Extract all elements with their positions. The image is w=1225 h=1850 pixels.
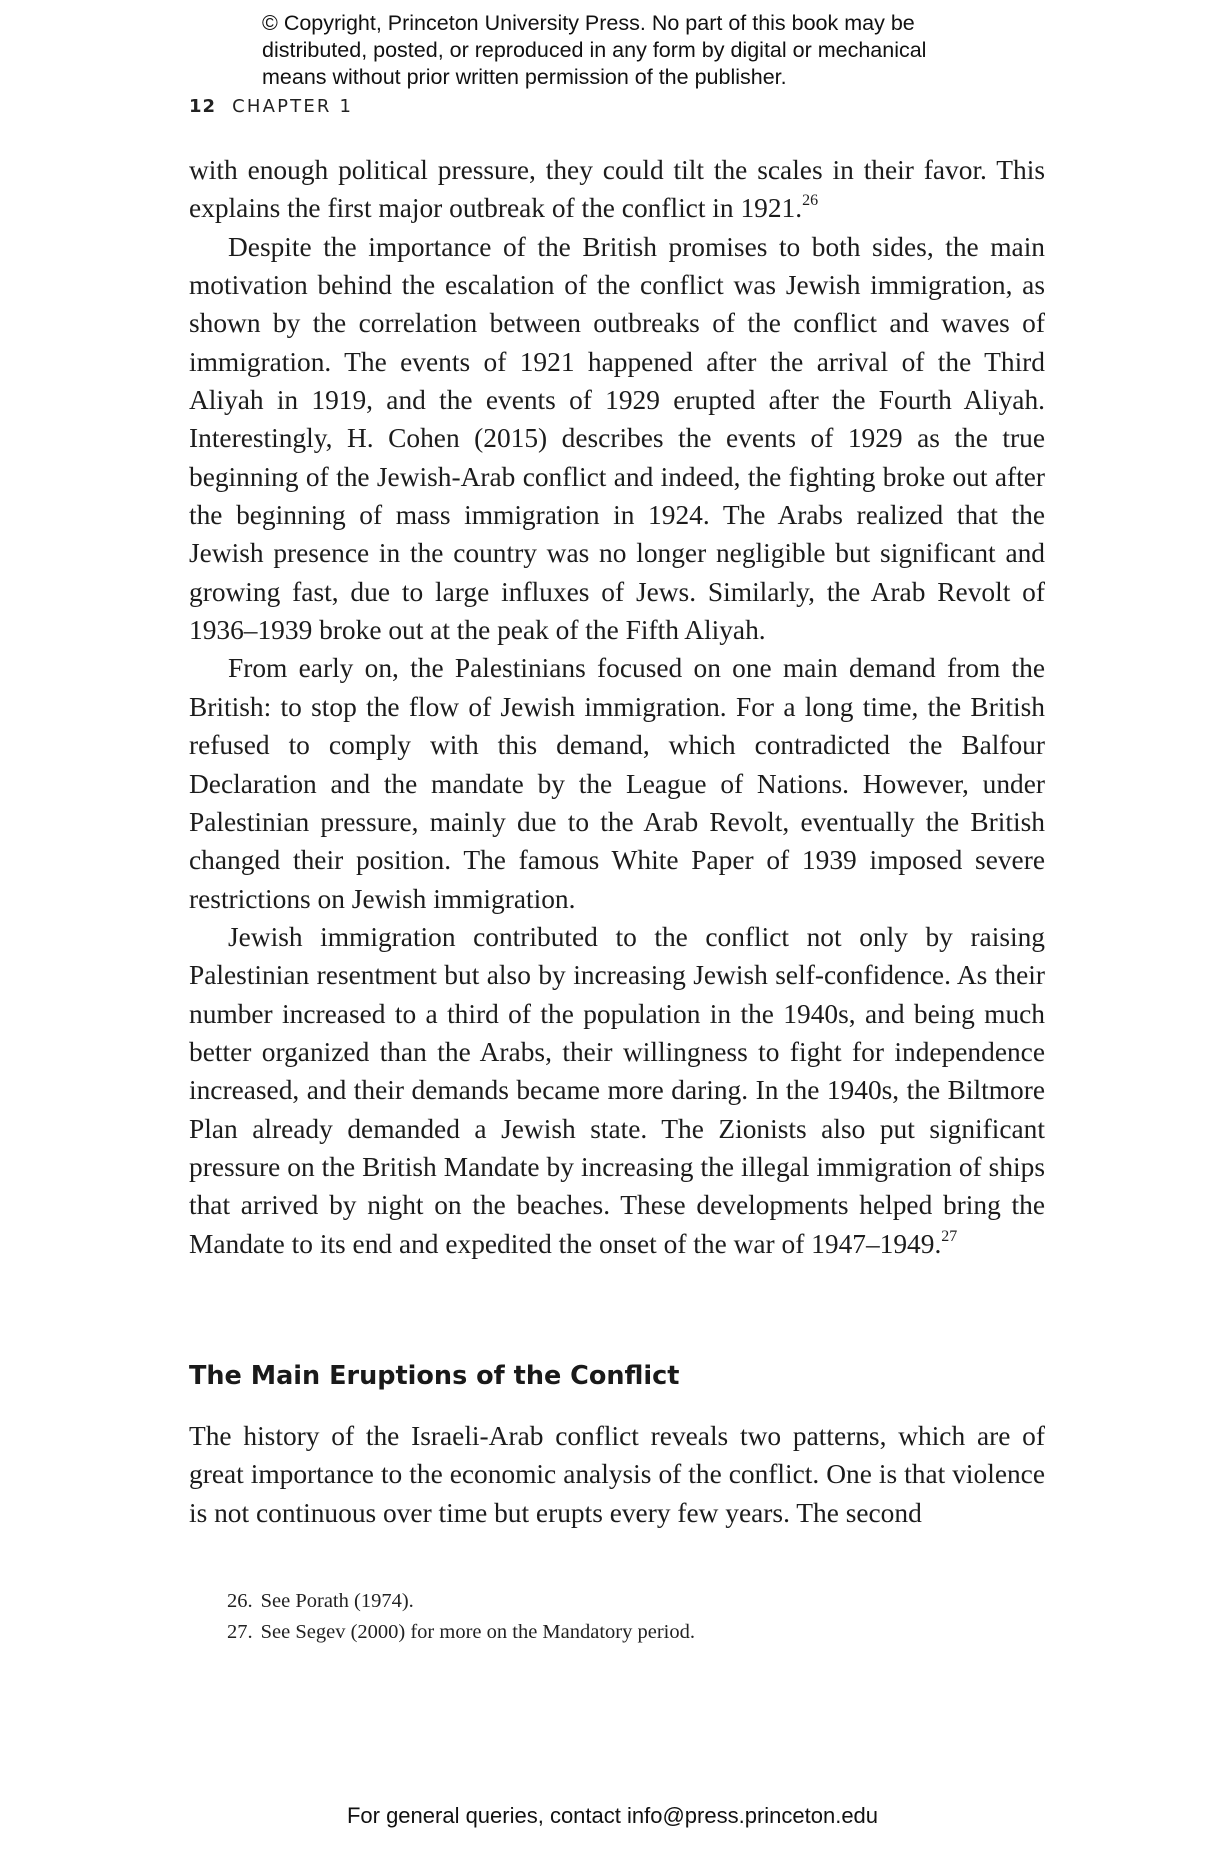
footnote-ref[interactable]: 27 [941, 1227, 958, 1245]
paragraph [189, 918, 1045, 1263]
paragraph-text: From early on, the Palestinians focused on one main demand from the British: to stop the flow of Jewish immigration. For a long time, the British refused to comply with this demand, which contradicted the Balfour Declaration and the mandate by the League of Nations. However, under Palestinian pressure, mainly due to the Arab Revolt, eventually the British changed their position. The famous White Paper of 1939 imposed severe restrictions on Jewish immigration. [189, 653, 1045, 914]
copyright-notice [262, 10, 1022, 91]
paragraph-text: with enough political pressure, they could tilt the scales in their favor. This explains the first major outbreak of the conflict in 1921. [189, 155, 1045, 224]
chapter-label: CHAPTER 1 [232, 96, 354, 117]
footnote-text: See Segev (2000) for more on the Mandatory period. [260, 1621, 695, 1643]
footnote-number: 27. [227, 1621, 253, 1643]
paragraph [189, 228, 1045, 650]
footnote [227, 1617, 695, 1648]
page-number: 12 [189, 96, 217, 117]
body-text [189, 151, 1045, 1263]
footer-contact: For general queries, contact info@press.princeton.edu [346, 1803, 879, 1828]
footnote-ref[interactable]: 26 [802, 192, 819, 210]
paragraph-text: Jewish immigration contributed to the conflict not only by raising Palestinian resentment but also by increasing Jewish self-confidence. As their number increased to a third of the population in the 1940s, and being much better organized than the Arabs, their willingness to fight for independence increased, and their demands became more daring. In the 1940s, the Biltmore Plan already demanded a Jewish state. The Zionists also put significant pressure on the British Mandate by increasing the illegal immigration of ships that arrived by night on the beaches. These developments helped bring the Mandate to its end and expedited the onset of the war of 1947–1949. [189, 921, 1045, 1259]
footnotes [227, 1586, 695, 1648]
paragraph [189, 649, 1045, 917]
section-heading: The Main Eruptions of the Conflict [189, 1361, 680, 1391]
copyright-line: © Copyright, Princeton University Press. No part of this book may be [262, 11, 915, 35]
paragraph [189, 151, 1045, 228]
paragraph-text: Despite the importance of the British promises to both sides, the main motivation behind the escalation of the conflict was Jewish immigration, as shown by the correlation between outbreaks of the conflict and waves of immigration. The events of 1921 happened after the arrival of the Third Aliyah in 1919, and the events of 1929 erupted after the Fourth Aliyah. Interestingly, H. Cohen (2015) describes the events of 1929 as the true beginning of the Jewish-Arab conflict and indeed, the fighting broke out after the beginning of mass immigration in 1924. The Arabs realized that the Jewish presence in the country was no longer negligible but significant and growing fast, due to large influxes of Jews. Similarly, the Arab Revolt of 1936–1939 broke out at the peak of the Fifth Aliyah. [189, 231, 1045, 646]
running-head [189, 96, 353, 117]
footnote-text: See Porath (1974). [260, 1590, 414, 1612]
copyright-line: means without prior written permission of the publisher. [262, 65, 787, 89]
footnote-number: 26. [227, 1590, 253, 1612]
section-paragraph: The history of the Israeli-Arab conflict reveals two patterns, which are of great importance to the economic analysis of the conflict. One is that violence is not continuous over time but erupts every few years. The second [189, 1421, 1045, 1528]
footnote [227, 1586, 695, 1617]
copyright-line: distributed, posted, or reproduced in any form by digital or mechanical [262, 38, 927, 62]
